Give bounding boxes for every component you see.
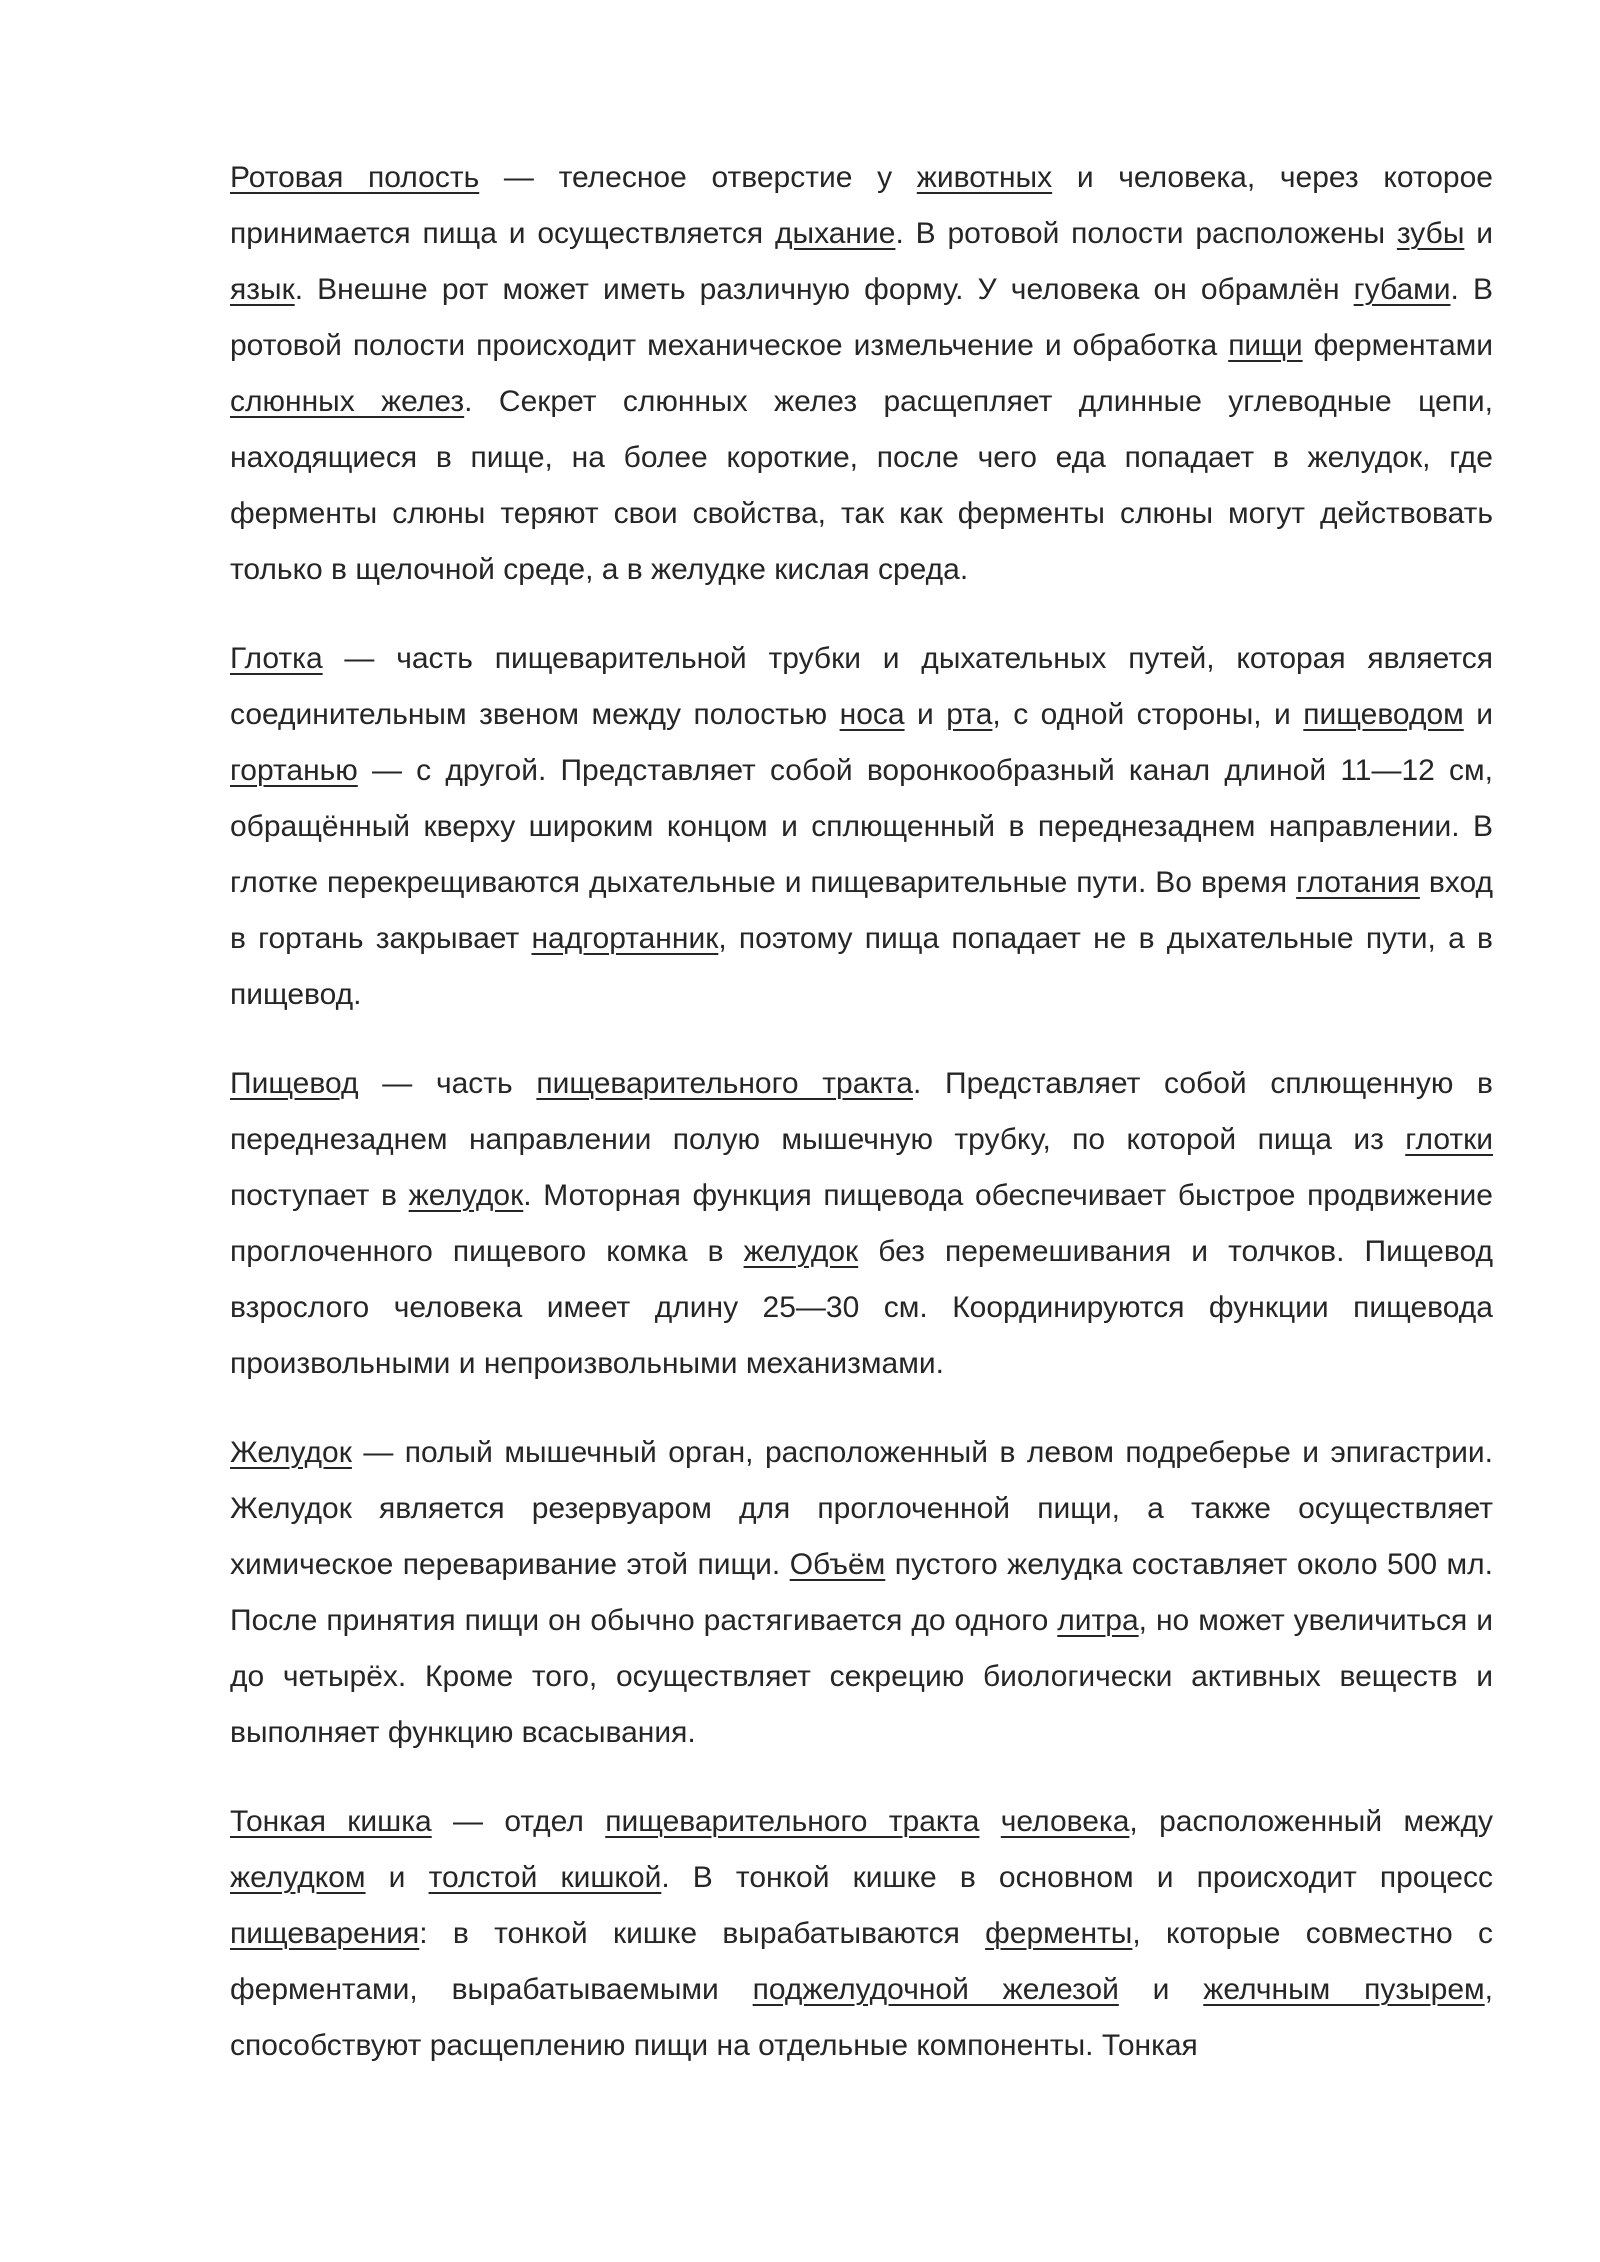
body-text: , но может увеличиться и до четырёх. Кроме того, осуществляет секрецию биологически активных веществ и выполняет функцию всасывания. — [230, 1604, 1493, 1749]
inline-link[interactable]: поджелудочной железой — [752, 1973, 1119, 2006]
body-text: и человека, через которое принимается пища и осуществляется — [230, 161, 1493, 250]
body-text: , способствуют расщеплению пищи на отдельные компоненты. Тонкая — [230, 1973, 1494, 2062]
body-text: — часть пищеварительной трубки и дыхательных путей, которая является соединительным звеном между полостью — [230, 642, 1493, 731]
body-text: — телесное отверстие у — [479, 161, 917, 194]
paragraph-small-intestine — [230, 1794, 1493, 2074]
body-text: , поэтому пища попадает не в дыхательные пути, а в пищевод. — [230, 922, 1493, 1011]
body-text: , с одной стороны, и — [992, 698, 1304, 731]
inline-link[interactable]: пищеварительного тракта — [605, 1805, 980, 1838]
body-text: и — [1118, 1973, 1204, 2006]
inline-link[interactable]: Тонкая кишка — [230, 1805, 432, 1838]
inline-link[interactable]: Объём — [789, 1548, 886, 1581]
inline-link[interactable]: гортанью — [230, 754, 358, 787]
body-text: . Моторная функция пищевода обеспечивает быстрое продвижение проглоченного пищевого комка в — [230, 1179, 1493, 1268]
inline-link[interactable]: пищеварения — [230, 1917, 420, 1950]
inline-link[interactable]: желудок — [743, 1235, 859, 1268]
body-text: . Представляет собой сплющенную в переднезаднем направлении полую мышечную трубку, по которой пища из — [230, 1067, 1493, 1156]
body-text: — часть — [358, 1067, 537, 1100]
inline-link[interactable]: желудок — [408, 1179, 524, 1212]
inline-link[interactable]: желудком — [230, 1861, 366, 1894]
inline-link[interactable]: дыхание — [775, 217, 896, 250]
inline-link[interactable]: язык — [230, 273, 295, 306]
inline-link[interactable]: литра — [1057, 1604, 1139, 1637]
inline-link[interactable]: пищеварительного тракта — [536, 1067, 913, 1100]
inline-link[interactable]: глотки — [1405, 1123, 1493, 1156]
inline-link[interactable]: надгортанник — [531, 922, 719, 955]
inline-link[interactable]: животных — [916, 161, 1053, 194]
body-text: и — [365, 1861, 429, 1894]
inline-link[interactable]: человека — [1000, 1805, 1130, 1838]
inline-link[interactable]: губами — [1353, 273, 1451, 306]
paragraph-pharynx — [230, 631, 1493, 1023]
body-text: ферментами — [1302, 329, 1494, 362]
body-text: . Внешне рот может иметь различную форму. У человека он обрамлён — [294, 273, 1354, 306]
body-text: пустого желудка составляет около 500 мл. После принятия пищи он обычно растягивается до одного — [230, 1548, 1493, 1637]
paragraph-mouth — [230, 150, 1493, 598]
inline-link[interactable]: зубы — [1396, 217, 1465, 250]
body-text: и — [904, 698, 947, 731]
inline-link[interactable]: пищи — [1228, 329, 1303, 362]
inline-link[interactable]: Глотка — [230, 642, 323, 675]
paragraph-esophagus — [230, 1056, 1493, 1392]
body-text: . Секрет слюнных желез расщепляет длинные углеводные цепи, находящиеся в пище, на более короткие, после чего еда попадает в желудок, где ферменты слюны теряют свои свойства, так как ферменты слюны могут действовать только в щелочной среде, а в желудке кислая среда. — [230, 385, 1493, 586]
inline-link[interactable]: носа — [839, 698, 905, 731]
body-text: и — [1463, 698, 1494, 731]
body-text: и — [1464, 217, 1494, 250]
inline-link[interactable]: пищеводом — [1303, 698, 1464, 731]
body-text: без перемешивания и толчков. Пищевод взрослого человека имеет длину 25—30 см. Координируются функции пищевода произвольными и непроизвольными механизмами. — [230, 1235, 1493, 1380]
inline-link[interactable]: слюнных желез — [230, 385, 465, 418]
document-page — [230, 150, 1493, 2107]
body-text: вход в гортань закрывает — [230, 866, 1494, 955]
inline-link[interactable]: желчным пузырем — [1203, 1973, 1485, 2006]
body-text: — полый мышечный орган, расположенный в левом подреберье и эпигастрии. Желудок является резервуаром для проглоченной пищи, а также осуществляет химическое переваривание этой пищи. — [230, 1436, 1493, 1581]
body-text: , которые совместно с ферментами, вырабатываемыми — [230, 1917, 1493, 2006]
inline-link[interactable]: Пищевод — [230, 1067, 359, 1100]
body-text: поступает в — [230, 1179, 409, 1212]
inline-link[interactable]: Желудок — [230, 1436, 352, 1469]
body-text: . В ротовой полости происходит механическое измельчение и обработка — [230, 273, 1493, 362]
body-text — [979, 1805, 1000, 1838]
body-text: , расположенный между — [1129, 1805, 1493, 1838]
inline-link[interactable]: ферменты — [985, 1917, 1133, 1950]
body-text: — отдел — [431, 1805, 606, 1838]
body-text: . В тонкой кишке в основном и происходит процесс — [661, 1861, 1493, 1894]
inline-link[interactable]: глотания — [1296, 866, 1420, 899]
paragraph-stomach — [230, 1425, 1493, 1761]
body-text: . В ротовой полости расположены — [895, 217, 1397, 250]
inline-link[interactable]: Ротовая полость — [230, 161, 480, 194]
body-text: : в тонкой кишке вырабатываются — [419, 1917, 986, 1950]
inline-link[interactable]: толстой кишкой — [428, 1861, 662, 1894]
inline-link[interactable]: рта — [946, 698, 993, 731]
body-text: — с другой. Представляет собой воронкообразный канал длиной 11—12 см, обращённый кверху широким концом и сплющенный в переднезаднем направлении. В глотке перекрещиваются дыхательные и пищеварительные пути. Во время — [230, 754, 1493, 899]
